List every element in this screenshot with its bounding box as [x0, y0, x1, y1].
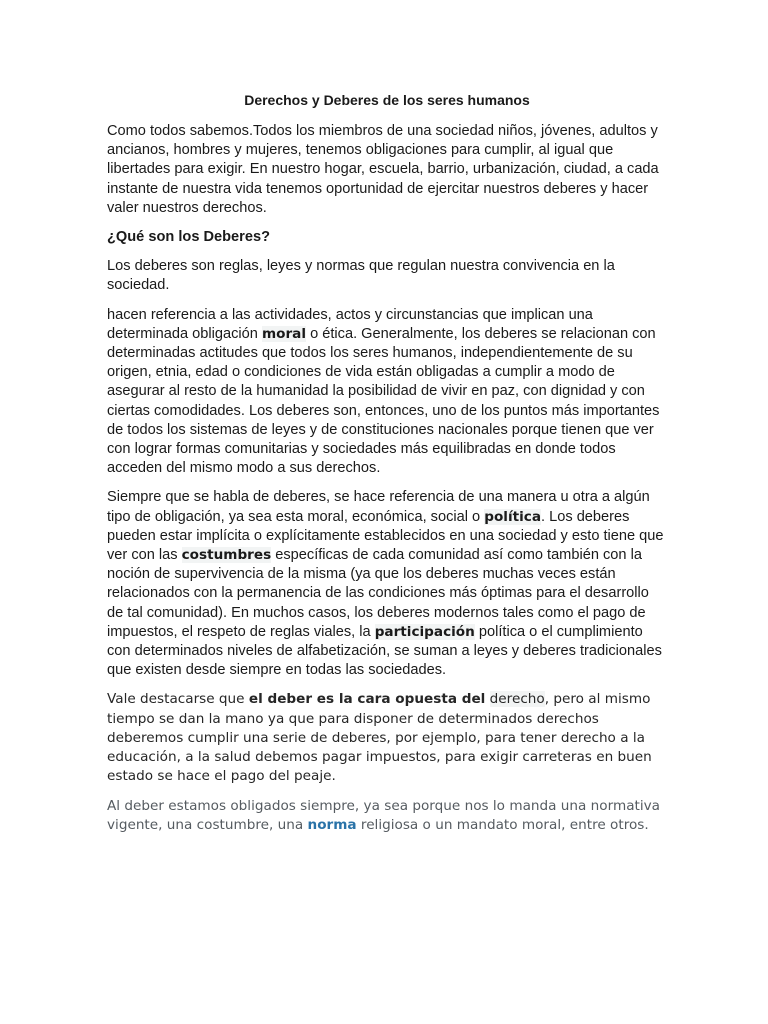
- link-moral[interactable]: moral: [261, 325, 307, 342]
- text-run: Al deber estamos obligados siempre, ya sea porque nos lo manda una normativa vigente, una costumbre, una: [107, 797, 661, 833]
- intro-paragraph: Como todos sabemos.Todos los miembros de una sociedad niños, jóvenes, adultos y ancianos, hombres y mujeres, tenemos obligaciones para cumplir, al igual que libertades para exigir. En nuestro hogar, escuela, barrio, urbanización, ciudad, a cada instante de nuestra vida tenemos oportunidad de ejercitar nuestros deberes y hacer valer nuestros derechos.: [107, 123, 659, 216]
- paragraph-rights-duties: [107, 690, 667, 786]
- paragraph-obligation-always: [107, 797, 667, 835]
- text-run: religiosa o un mandato moral, entre otros.: [356, 816, 649, 833]
- paragraph-customs: [107, 488, 667, 680]
- paragraph-obligations: [107, 306, 667, 479]
- link-derecho[interactable]: derecho: [489, 691, 545, 708]
- link-costumbres[interactable]: costumbres: [181, 547, 272, 564]
- emphasis-opposite: el deber es la cara opuesta del: [248, 691, 486, 708]
- text-run: política o el cumplimiento con determinados niveles de alfabetización, se suman a leyes y deberes tradicionales que existen desde siempre en todas las sociedades.: [107, 623, 662, 679]
- section-heading-deberes: ¿Qué son los Deberes?: [107, 229, 271, 246]
- text-run: o ética. Generalmente, los deberes se relacionan con determinadas actitudes que todos los seres humanos, independientemente de su origen, etnia, edad o condiciones de vida están obligadas a cumplir a modo de asegurar al resto de la humanidad la posibilidad de vivir en paz, con dignidad y con ciertas comodidades. Los deberes son, entonces, uno de los puntos más importantes de todos los sistemas de leyes y de constituciones nacionales porque tienen que ver con lograr formas comunitarias y sociedades más equilibradas en donde todos acceden del mismo modo a sus derechos.: [107, 325, 660, 477]
- text-run: hacen referencia a las actividades, actos y circunstancias que implican una determinada obligación: [107, 306, 593, 342]
- text-run: , pero al mismo tiempo se dan la mano ya que para disponer de determinados derechos deberemos cumplir una serie de deberes, por ejemplo, para tener derecho a la educación, a la salud debemos pagar impuestos, para exigir carreteras en buen estado se hace el pago del peaje.: [107, 691, 652, 785]
- document-title: Derechos y Deberes de los seres humanos: [244, 92, 530, 108]
- link-norma[interactable]: norma: [307, 816, 357, 833]
- link-participacion[interactable]: participación: [374, 623, 475, 640]
- text-run: . Los deberes pueden estar implícita o explícitamente establecidos en una sociedad y esto tiene que ver con las: [107, 508, 664, 564]
- document-body: [107, 90, 667, 845]
- paragraph-definition: Los deberes son reglas, leyes y normas que regulan nuestra convivencia en la sociedad.: [107, 258, 615, 294]
- text-run: Vale destacarse que: [107, 691, 249, 708]
- text-run: Siempre que se habla de deberes, se hace referencia de una manera u otra a algún tipo de obligación, ya sea esta moral, económica, social o: [107, 489, 650, 525]
- link-politica[interactable]: política: [484, 508, 541, 525]
- text-run: específicas de cada comunidad así como también con la noción de supervivencia de la misma (ya que los deberes muchas veces están relacionados con la permanencia de las condiciones más óptimas para el desarrollo de tal comunidad). En muchos casos, los deberes modernos tales como el pago de impuestos, el respeto de reglas viales, la: [107, 547, 649, 640]
